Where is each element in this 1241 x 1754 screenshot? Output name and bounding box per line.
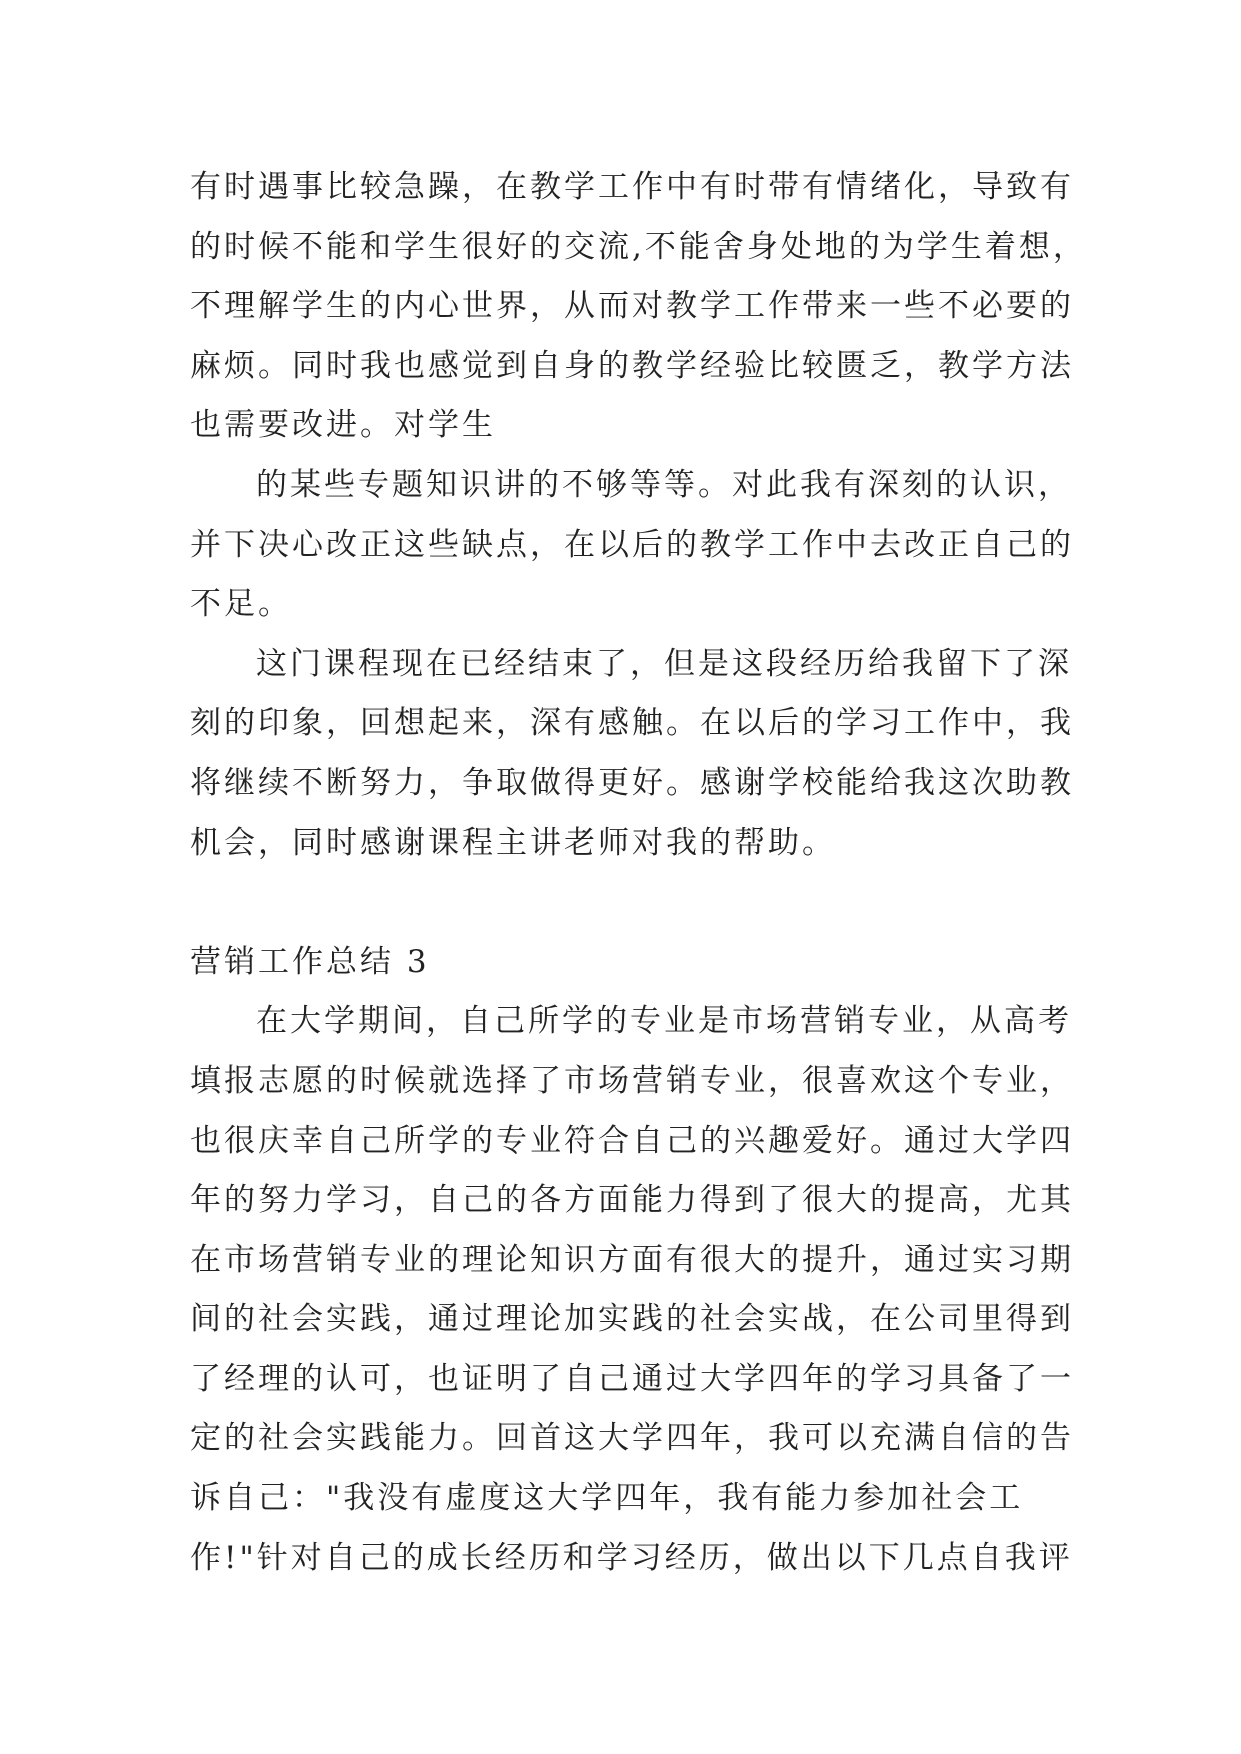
text-line: 的某些专题知识讲的不够等等。对此我有深刻的认识， (256, 466, 1072, 503)
text-line: 有时遇事比较急躁，在教学工作中有时带有情绪化，导致有 (190, 169, 1074, 205)
blank-line (190, 873, 1070, 933)
text-line: 间的社会实践，通过理论加实践的社会实战，在公司里得到 (190, 1301, 1074, 1338)
text-line: 机会，同时感谢课程主讲老师对我的帮助。 (190, 824, 836, 861)
text-line: 也很庆幸自己所学的专业符合自己的兴趣爱好。通过大学四 (190, 1122, 1074, 1159)
text-line: 的时候不能和学生很好的交流,不能舍身处地的为学生着想， (190, 228, 1087, 265)
text-line: 作!"针对自己的成长经历和学习经历，做出以下几点自我评 (190, 1539, 1073, 1576)
paragraph-2 (190, 456, 1074, 635)
text-line: 这门课程现在已经结束了，但是这段经历给我留下了深 (256, 645, 1072, 682)
paragraph-4 (190, 992, 1074, 1588)
text-line: 在大学期间，自己所学的专业是市场营销专业，从高考 (256, 1003, 1072, 1040)
section-heading: 营销工作总结 3 (190, 943, 430, 980)
paragraph-3 (190, 635, 1074, 873)
text-line: 了经理的认可，也证明了自己通过大学四年的学习具备了一 (190, 1360, 1074, 1397)
text-line: 定的社会实践能力。回首这大学四年，我可以充满自信的告 (190, 1420, 1074, 1457)
text-line: 麻烦。同时我也感觉到自身的教学经验比较匮乏，教学方法 (190, 347, 1074, 384)
text-line: 也需要改进。对学生 (190, 407, 496, 444)
text-line: 年的努力学习，自己的各方面能力得到了很大的提高，尤其 (190, 1182, 1074, 1219)
text-line: 将继续不断努力，争取做得更好。感谢学校能给我这次助教 (190, 764, 1074, 801)
text-line: 不理解学生的内心世界，从而对教学工作带来一些不必要的 (190, 288, 1074, 325)
text-line: 刻的印象，回想起来，深有感触。在以后的学习工作中，我 (190, 705, 1074, 742)
paragraph-1 (190, 158, 1087, 456)
document-body (190, 158, 1087, 1588)
text-line: 并下决心改正这些缺点，在以后的教学工作中去改正自己的 (190, 526, 1074, 563)
text-line: 在市场营销专业的理论知识方面有很大的提升，通过实习期 (190, 1241, 1074, 1278)
text-line: 不足。 (190, 586, 292, 623)
text-line: 诉自己："我没有虚度这大学四年，我有能力参加社会工 (190, 1480, 1024, 1517)
text-line: 填报志愿的时候就选择了市场营销专业，很喜欢这个专业， (190, 1062, 1074, 1099)
